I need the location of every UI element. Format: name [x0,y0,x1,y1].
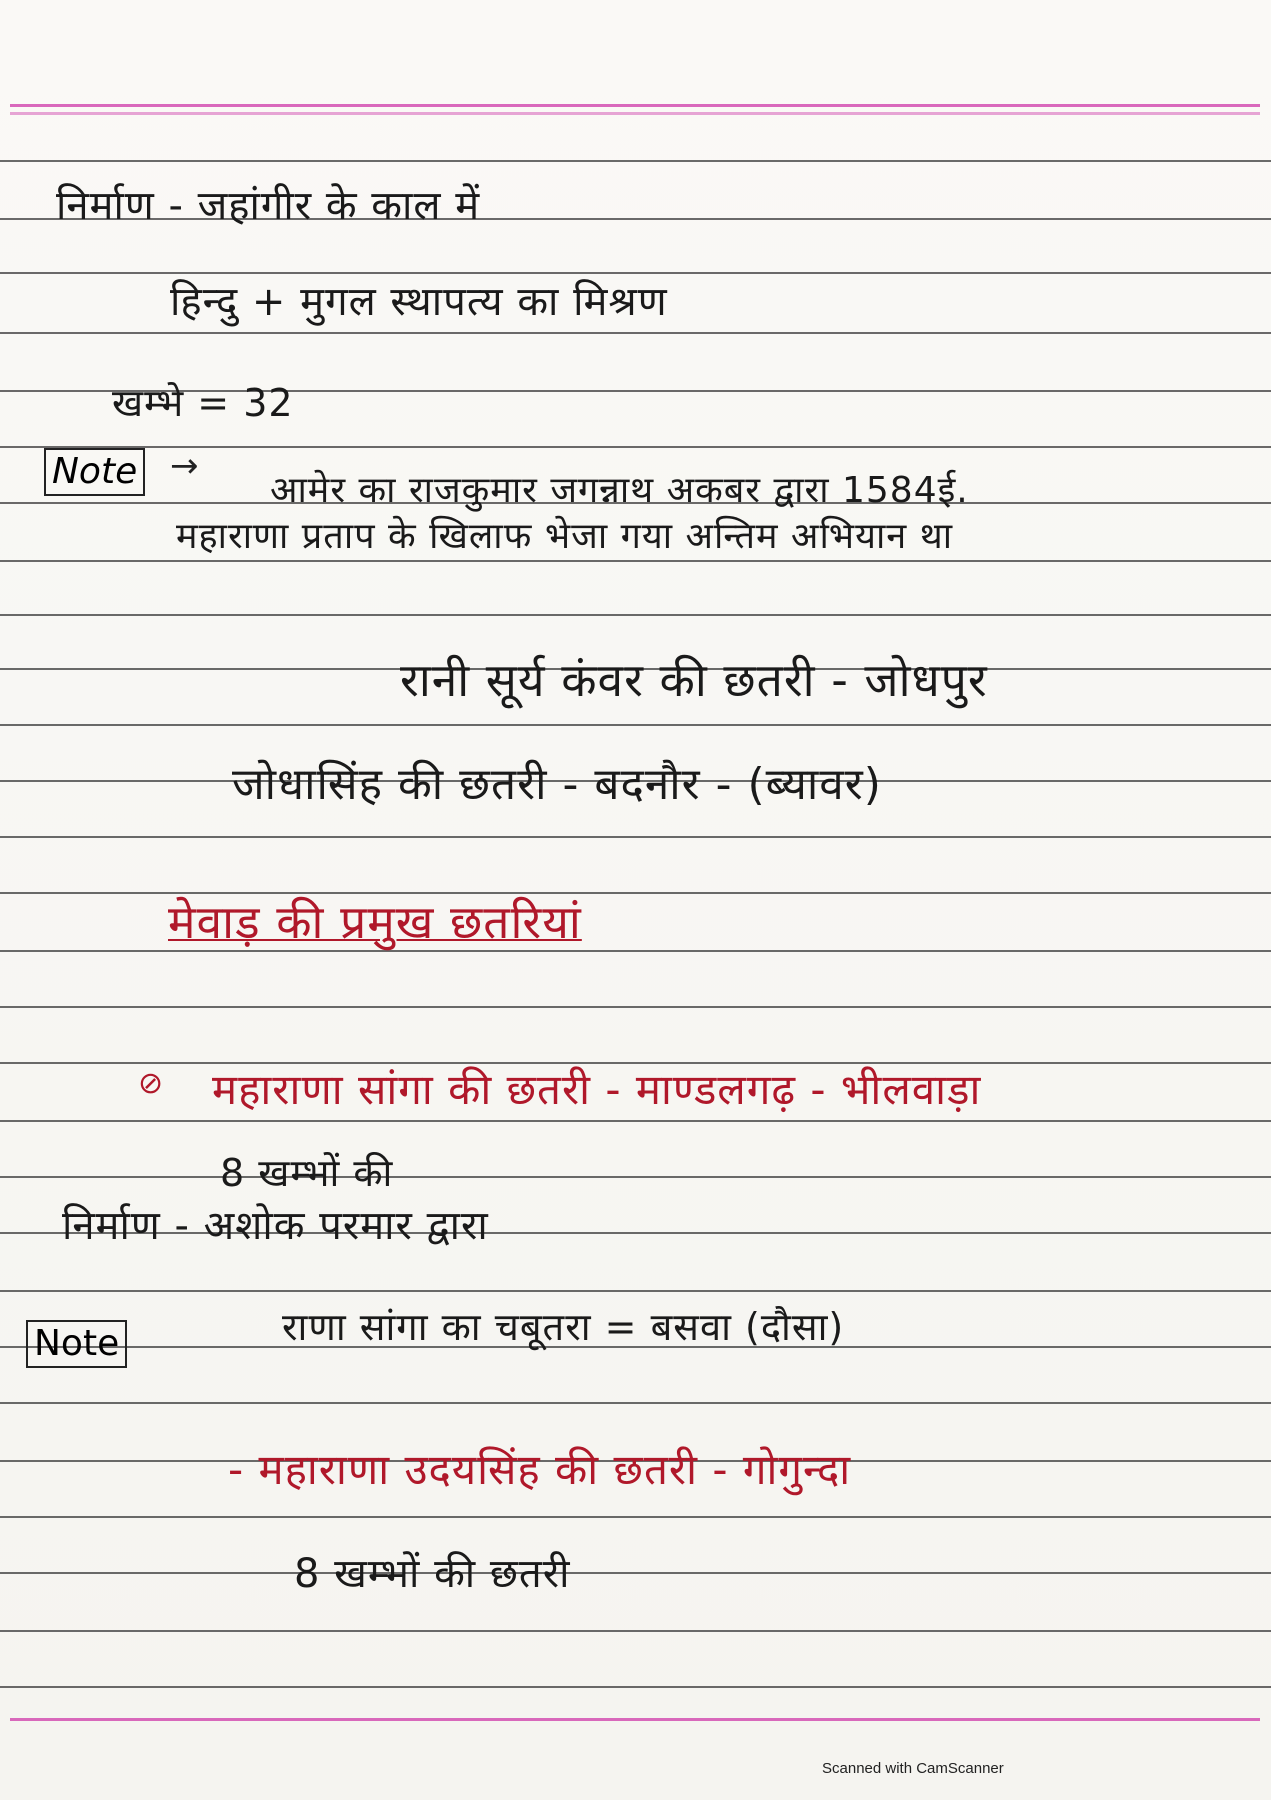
right-arrow-icon: → [170,446,199,486]
scanner-watermark: Scanned with CamScanner [822,1760,1004,1777]
note-line-1: निर्माण - जहांगीर के काल में [56,183,481,229]
note-line-6: जोधासिंह की छतरी - बदनौर - (ब्यावर) [232,759,882,810]
note-line-4b: महाराणा प्रताप के खिलाफ भेजा गया अन्तिम अभियान था [176,516,954,557]
note-line-7: महाराणा सांगा की छतरी - माण्डलगढ़ - भीलवाड़ा [212,1065,982,1114]
note-line-12: 8 खम्भों की छतरी [294,1551,571,1597]
note-line-3: खम्भे = 32 [112,381,294,425]
note-line-10: राणा सांगा का चबूतरा = बसवा (दौसा) [282,1305,845,1349]
note-line-11: - महाराणा उदयसिंह की छतरी - गोगुन्दा [228,1445,852,1494]
note-box-2: Note [26,1320,127,1368]
note-box-1: Note [44,448,145,496]
top-margin-line [10,104,1260,107]
bottom-margin-line [10,1718,1260,1721]
note-line-2: हिन्दु + मुगल स्थापत्य का मिश्रण [170,279,668,325]
heading-mewar-chhatris: मेवाड़ की प्रमुख छतरियां [168,895,582,949]
top-margin-line-2 [10,112,1260,115]
bullet-mark-icon: ⊘ [138,1066,164,1101]
note-line-8: 8 खम्भों की [220,1151,394,1195]
note-line-5: रानी सूर्य कंवर की छतरी - जोधपुर [400,653,988,707]
note-line-4a: आमेर का राजकुमार जगन्नाथ अकबर द्वारा 1584ई. [270,470,969,511]
note-line-9: निर्माण - अशोक परमार द्वारा [62,1203,489,1249]
